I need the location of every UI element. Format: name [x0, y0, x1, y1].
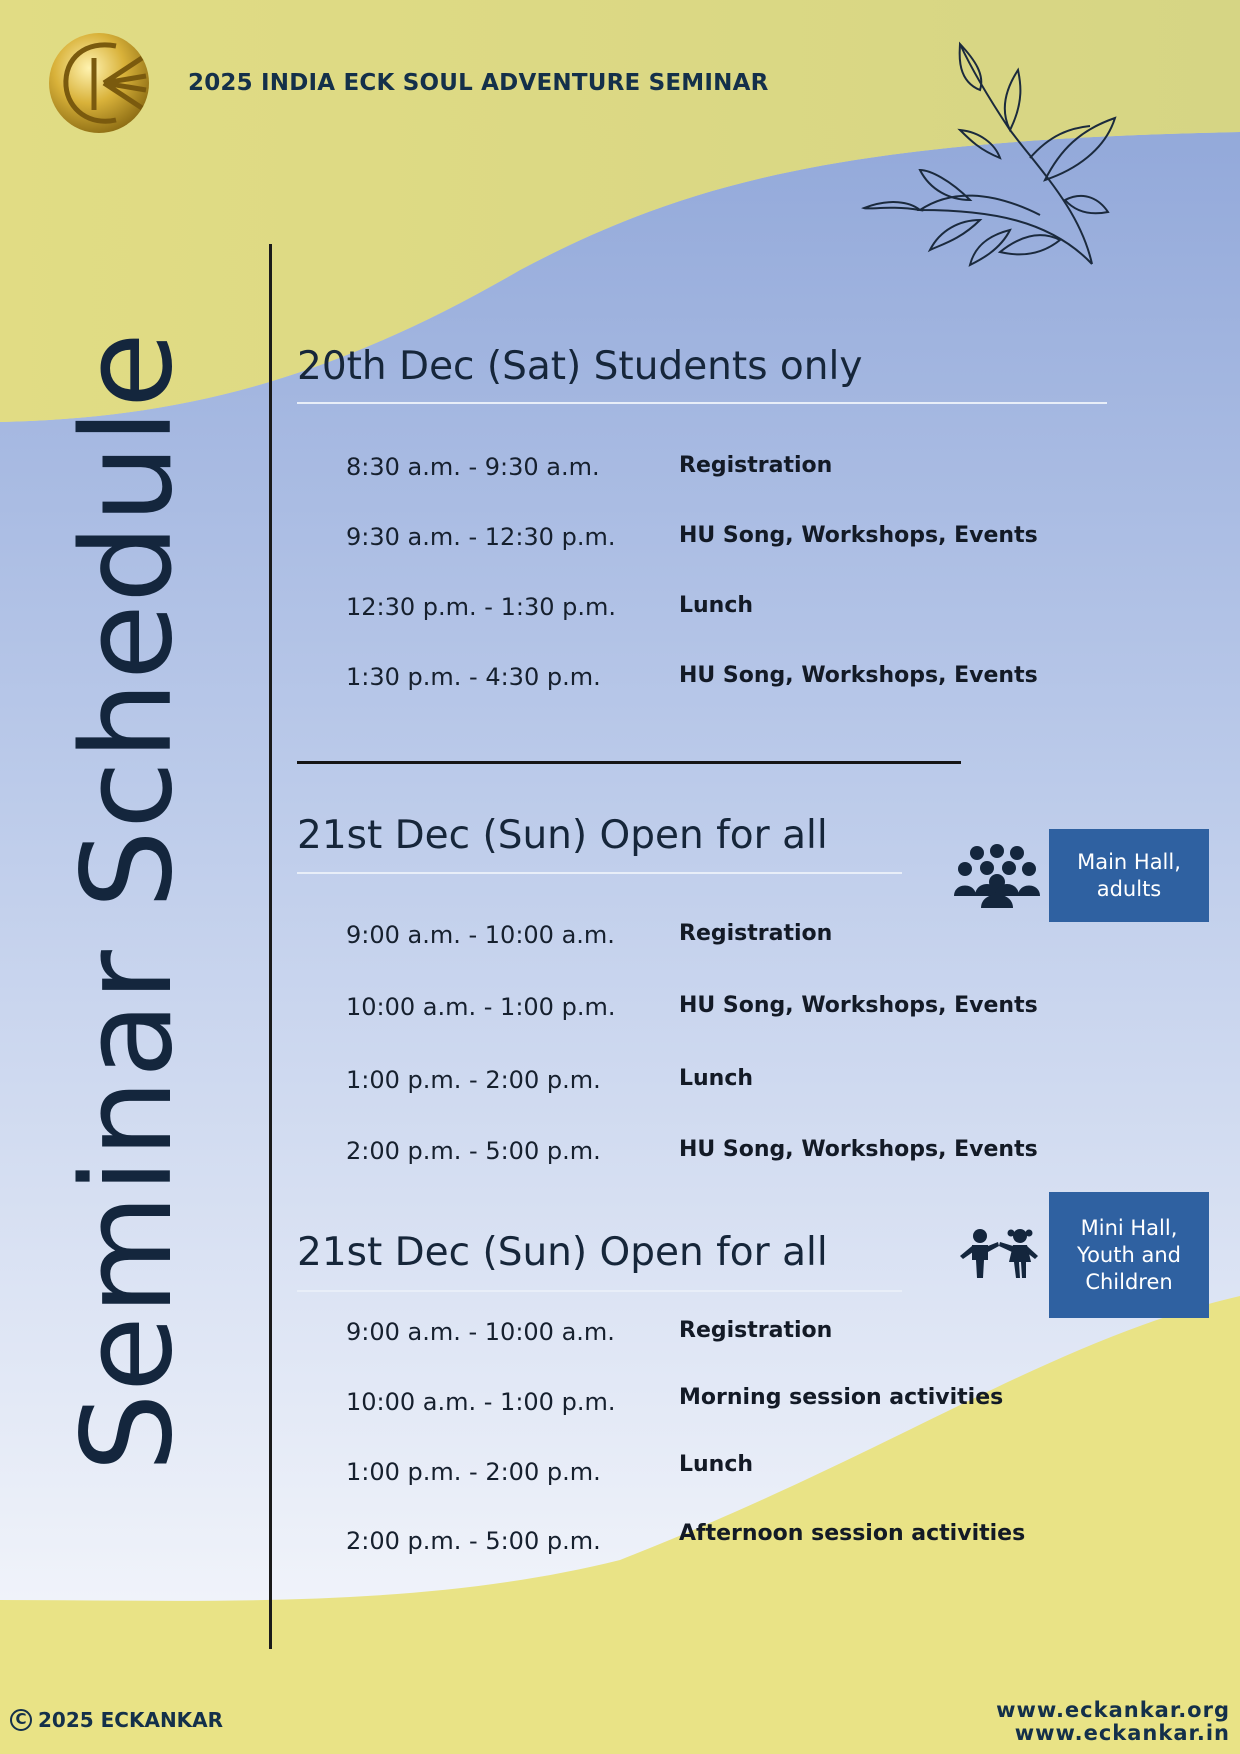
website-link[interactable]: www.eckankar.in — [1014, 1721, 1230, 1745]
schedule-activity: Afternoon session activities — [679, 1521, 1026, 1546]
schedule-time: 1:30 p.m. - 4:30 p.m. — [346, 663, 601, 691]
schedule-time: 2:00 p.m. - 5:00 p.m. — [346, 1137, 601, 1165]
main-hall-label: Main Hall, adults — [1049, 829, 1209, 922]
seminar-title: 2025 INDIA ECK SOUL ADVENTURE SEMINAR — [188, 70, 769, 96]
schedule-time: 9:30 a.m. - 12:30 p.m. — [346, 523, 616, 551]
schedule-time: 10:00 a.m. - 1:00 p.m. — [346, 1388, 616, 1416]
copyright-notice — [10, 1708, 223, 1732]
section-heading-underline — [297, 872, 902, 874]
group-of-people-icon — [952, 844, 1042, 908]
leaf-branch-icon — [860, 40, 1120, 270]
schedule-activity: Registration — [679, 921, 833, 946]
schedule-activity: Lunch — [679, 1452, 754, 1477]
section-heading: 21st Dec (Sun) Open for all — [297, 1230, 828, 1275]
schedule-activity: Registration — [679, 1318, 833, 1343]
schedule-activity: HU Song, Workshops, Events — [679, 663, 1038, 688]
schedule-activity: Registration — [679, 453, 833, 478]
schedule-time: 9:00 a.m. - 10:00 a.m. — [346, 921, 615, 949]
schedule-time: 1:00 p.m. - 2:00 p.m. — [346, 1066, 601, 1094]
schedule-activity: Lunch — [679, 593, 754, 618]
schedule-activity: HU Song, Workshops, Events — [679, 993, 1038, 1018]
schedule-activity: HU Song, Workshops, Events — [679, 1137, 1038, 1162]
schedule-time: 12:30 p.m. - 1:30 p.m. — [346, 593, 616, 621]
vertical-page-title: Seminar Schedule — [56, 330, 200, 1472]
schedule-time: 9:00 a.m. - 10:00 a.m. — [346, 1318, 615, 1346]
section-heading-underline — [297, 402, 1107, 404]
section-heading: 21st Dec (Sun) Open for all — [297, 813, 828, 858]
section-heading-underline — [297, 1290, 902, 1292]
schedule-time: 10:00 a.m. - 1:00 p.m. — [346, 993, 616, 1021]
mini-hall-label: Mini Hall, Youth and Children — [1049, 1192, 1209, 1318]
schedule-activity: Morning session activities — [679, 1385, 1004, 1410]
schedule-time: 2:00 p.m. - 5:00 p.m. — [346, 1527, 601, 1555]
section-divider — [297, 761, 961, 764]
schedule-time: 1:00 p.m. - 2:00 p.m. — [346, 1458, 601, 1486]
section-heading: 20th Dec (Sat) Students only — [297, 344, 863, 389]
vertical-rule — [269, 244, 272, 1649]
eck-logo-icon — [46, 28, 152, 138]
schedule-activity: Lunch — [679, 1066, 754, 1091]
copyright-icon: C — [10, 1709, 32, 1731]
children-icon — [958, 1228, 1042, 1280]
website-link[interactable]: www.eckankar.org — [996, 1698, 1230, 1722]
copyright-text: 2025 ECKANKAR — [38, 1708, 224, 1732]
schedule-time: 8:30 a.m. - 9:30 a.m. — [346, 453, 600, 481]
schedule-activity: HU Song, Workshops, Events — [679, 523, 1038, 548]
